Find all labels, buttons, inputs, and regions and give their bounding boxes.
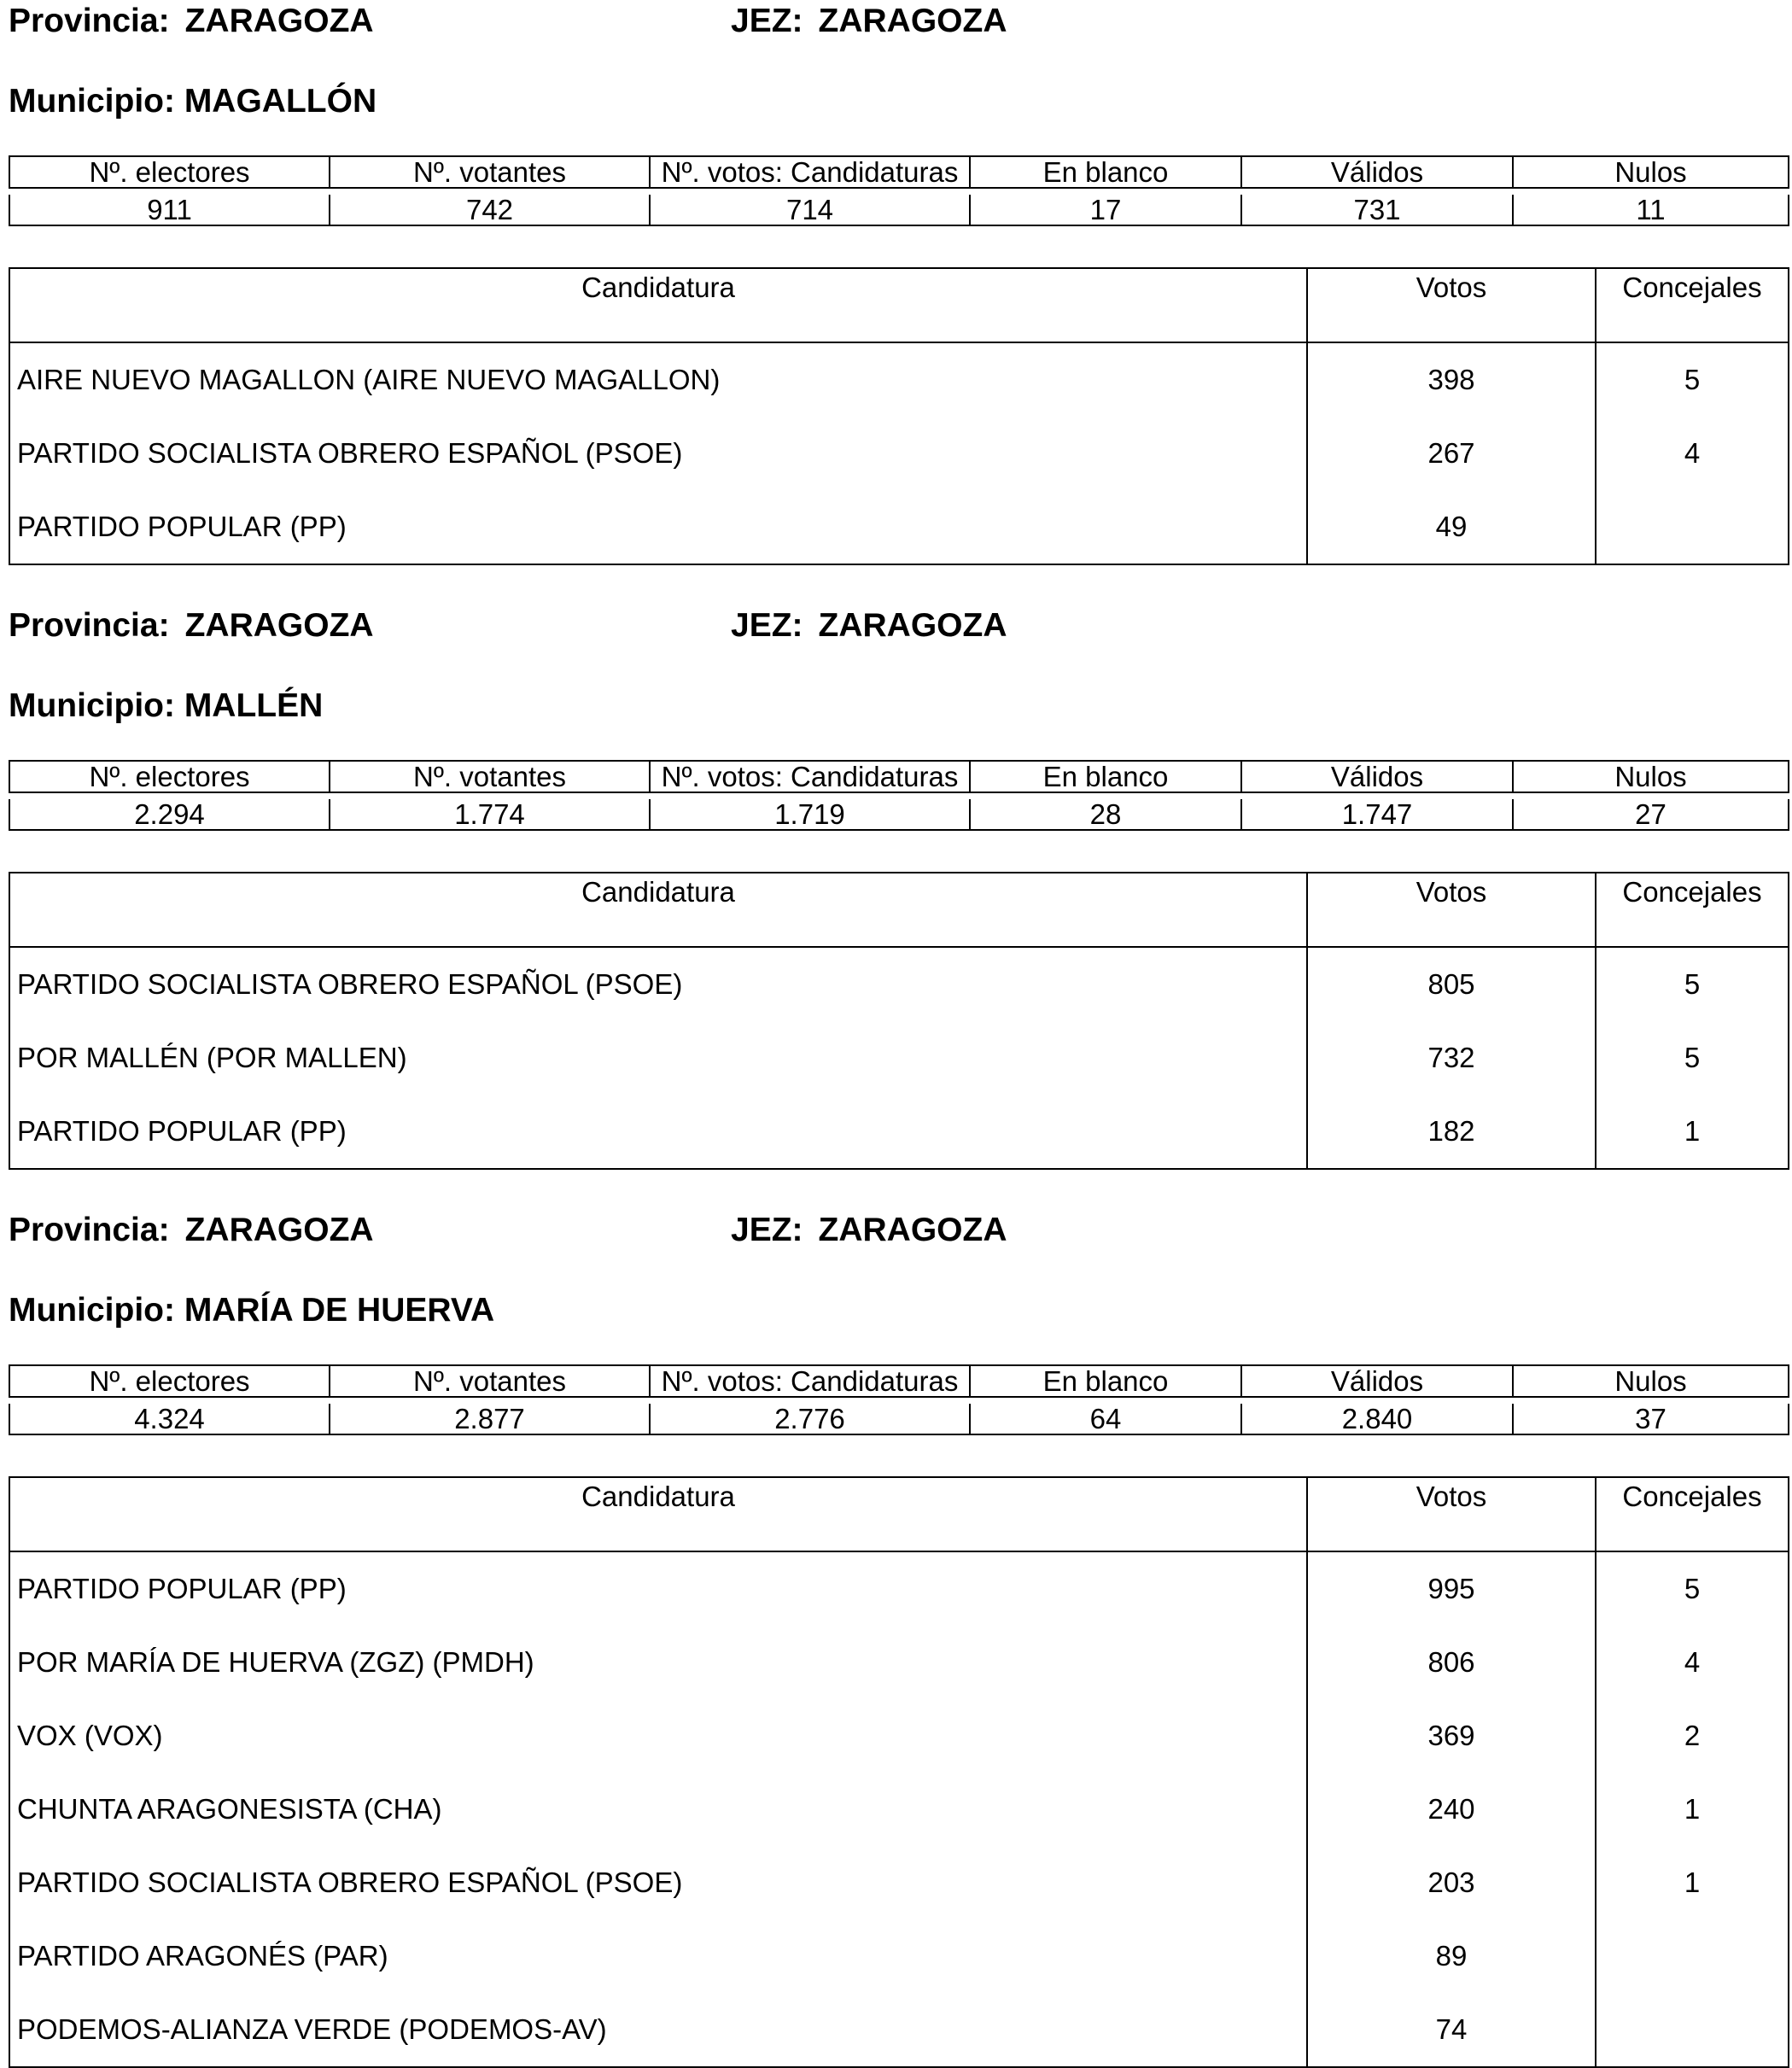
municipio-header: Municipio: MALLÉN: [9, 687, 324, 724]
table-row: POR MARÍA DE HUERVA (ZGZ) (PMDH) 806 4: [9, 1626, 1789, 1699]
table-row: POR MALLÉN (POR MALLEN) 732 5: [9, 1021, 1789, 1095]
candidaturas-table: [9, 1476, 1789, 2068]
candidaturas-table: [9, 267, 1789, 565]
table-row: PARTIDO POPULAR (PP) 49: [9, 490, 1789, 564]
table-row: PARTIDO SOCIALISTA OBRERO ESPAÑOL (PSOE) 805 5: [9, 947, 1789, 1021]
municipio-value: MARÍA DE HUERVA: [184, 1292, 495, 1329]
table-row: VOX (VOX) 369 2: [9, 1699, 1789, 1773]
stats-header-row: Nº. electores Nº. votantes Nº. votos: Candidaturas En blanco Válidos Nulos: [9, 156, 1789, 188]
stats-values-row: 2.294 1.774 1.719 28 1.747 27: [9, 799, 1789, 830]
provincia-header: Provincia: ZARAGOZA: [9, 1212, 374, 1248]
candidaturas-header-row: Candidatura Votos Concejales: [9, 873, 1789, 947]
municipio-header: Municipio: MAGALLÓN: [9, 83, 377, 120]
table-row: PARTIDO POPULAR (PP) 182 1: [9, 1095, 1789, 1169]
jez-header: JEZ: ZARAGOZA: [731, 607, 1007, 644]
table-row: CHUNTA ARAGONESISTA (CHA) 240 1: [9, 1773, 1789, 1846]
stats-values-row: 4.324 2.877 2.776 64 2.840 37: [9, 1404, 1789, 1434]
municipio-value: MAGALLÓN: [184, 83, 377, 120]
jez-value: ZARAGOZA: [818, 607, 1007, 644]
stats-header-row: Nº. electores Nº. votantes Nº. votos: Candidaturas En blanco Válidos Nulos: [9, 761, 1789, 792]
table-row: PARTIDO ARAGONÉS (PAR) 89: [9, 1919, 1789, 1993]
provincia-value: ZARAGOZA: [184, 607, 374, 644]
table-row: PARTIDO SOCIALISTA OBRERO ESPAÑOL (PSOE) 267 4: [9, 417, 1789, 490]
table-row: PARTIDO SOCIALISTA OBRERO ESPAÑOL (PSOE) 203 1: [9, 1846, 1789, 1919]
stats-table: [9, 155, 1789, 226]
provincia-value: ZARAGOZA: [184, 3, 374, 39]
provincia-header: Provincia: ZARAGOZA: [9, 607, 374, 644]
stats-table: [9, 760, 1789, 831]
provincia-value: ZARAGOZA: [184, 1212, 374, 1248]
candidaturas-header-row: Candidatura Votos Concejales: [9, 268, 1789, 342]
stats-values-row: 911 742 714 17 731 11: [9, 195, 1789, 225]
jez-value: ZARAGOZA: [818, 1212, 1007, 1248]
jez-value: ZARAGOZA: [818, 3, 1007, 39]
candidaturas-table: [9, 872, 1789, 1170]
stats-table: [9, 1364, 1789, 1435]
jez-header: JEZ: ZARAGOZA: [731, 3, 1007, 39]
table-row: AIRE NUEVO MAGALLON (AIRE NUEVO MAGALLON) 398 5: [9, 342, 1789, 417]
municipio-value: MALLÉN: [184, 687, 324, 724]
municipio-header: Municipio: MARÍA DE HUERVA: [9, 1292, 495, 1329]
table-row: PARTIDO POPULAR (PP) 995 5: [9, 1551, 1789, 1626]
table-row: PODEMOS-ALIANZA VERDE (PODEMOS-AV) 74: [9, 1993, 1789, 2067]
candidaturas-header-row: Candidatura Votos Concejales: [9, 1477, 1789, 1551]
stats-header-row: Nº. electores Nº. votantes Nº. votos: Candidaturas En blanco Válidos Nulos: [9, 1365, 1789, 1397]
jez-header: JEZ: ZARAGOZA: [731, 1212, 1007, 1248]
provincia-header: Provincia: ZARAGOZA: [9, 3, 374, 39]
